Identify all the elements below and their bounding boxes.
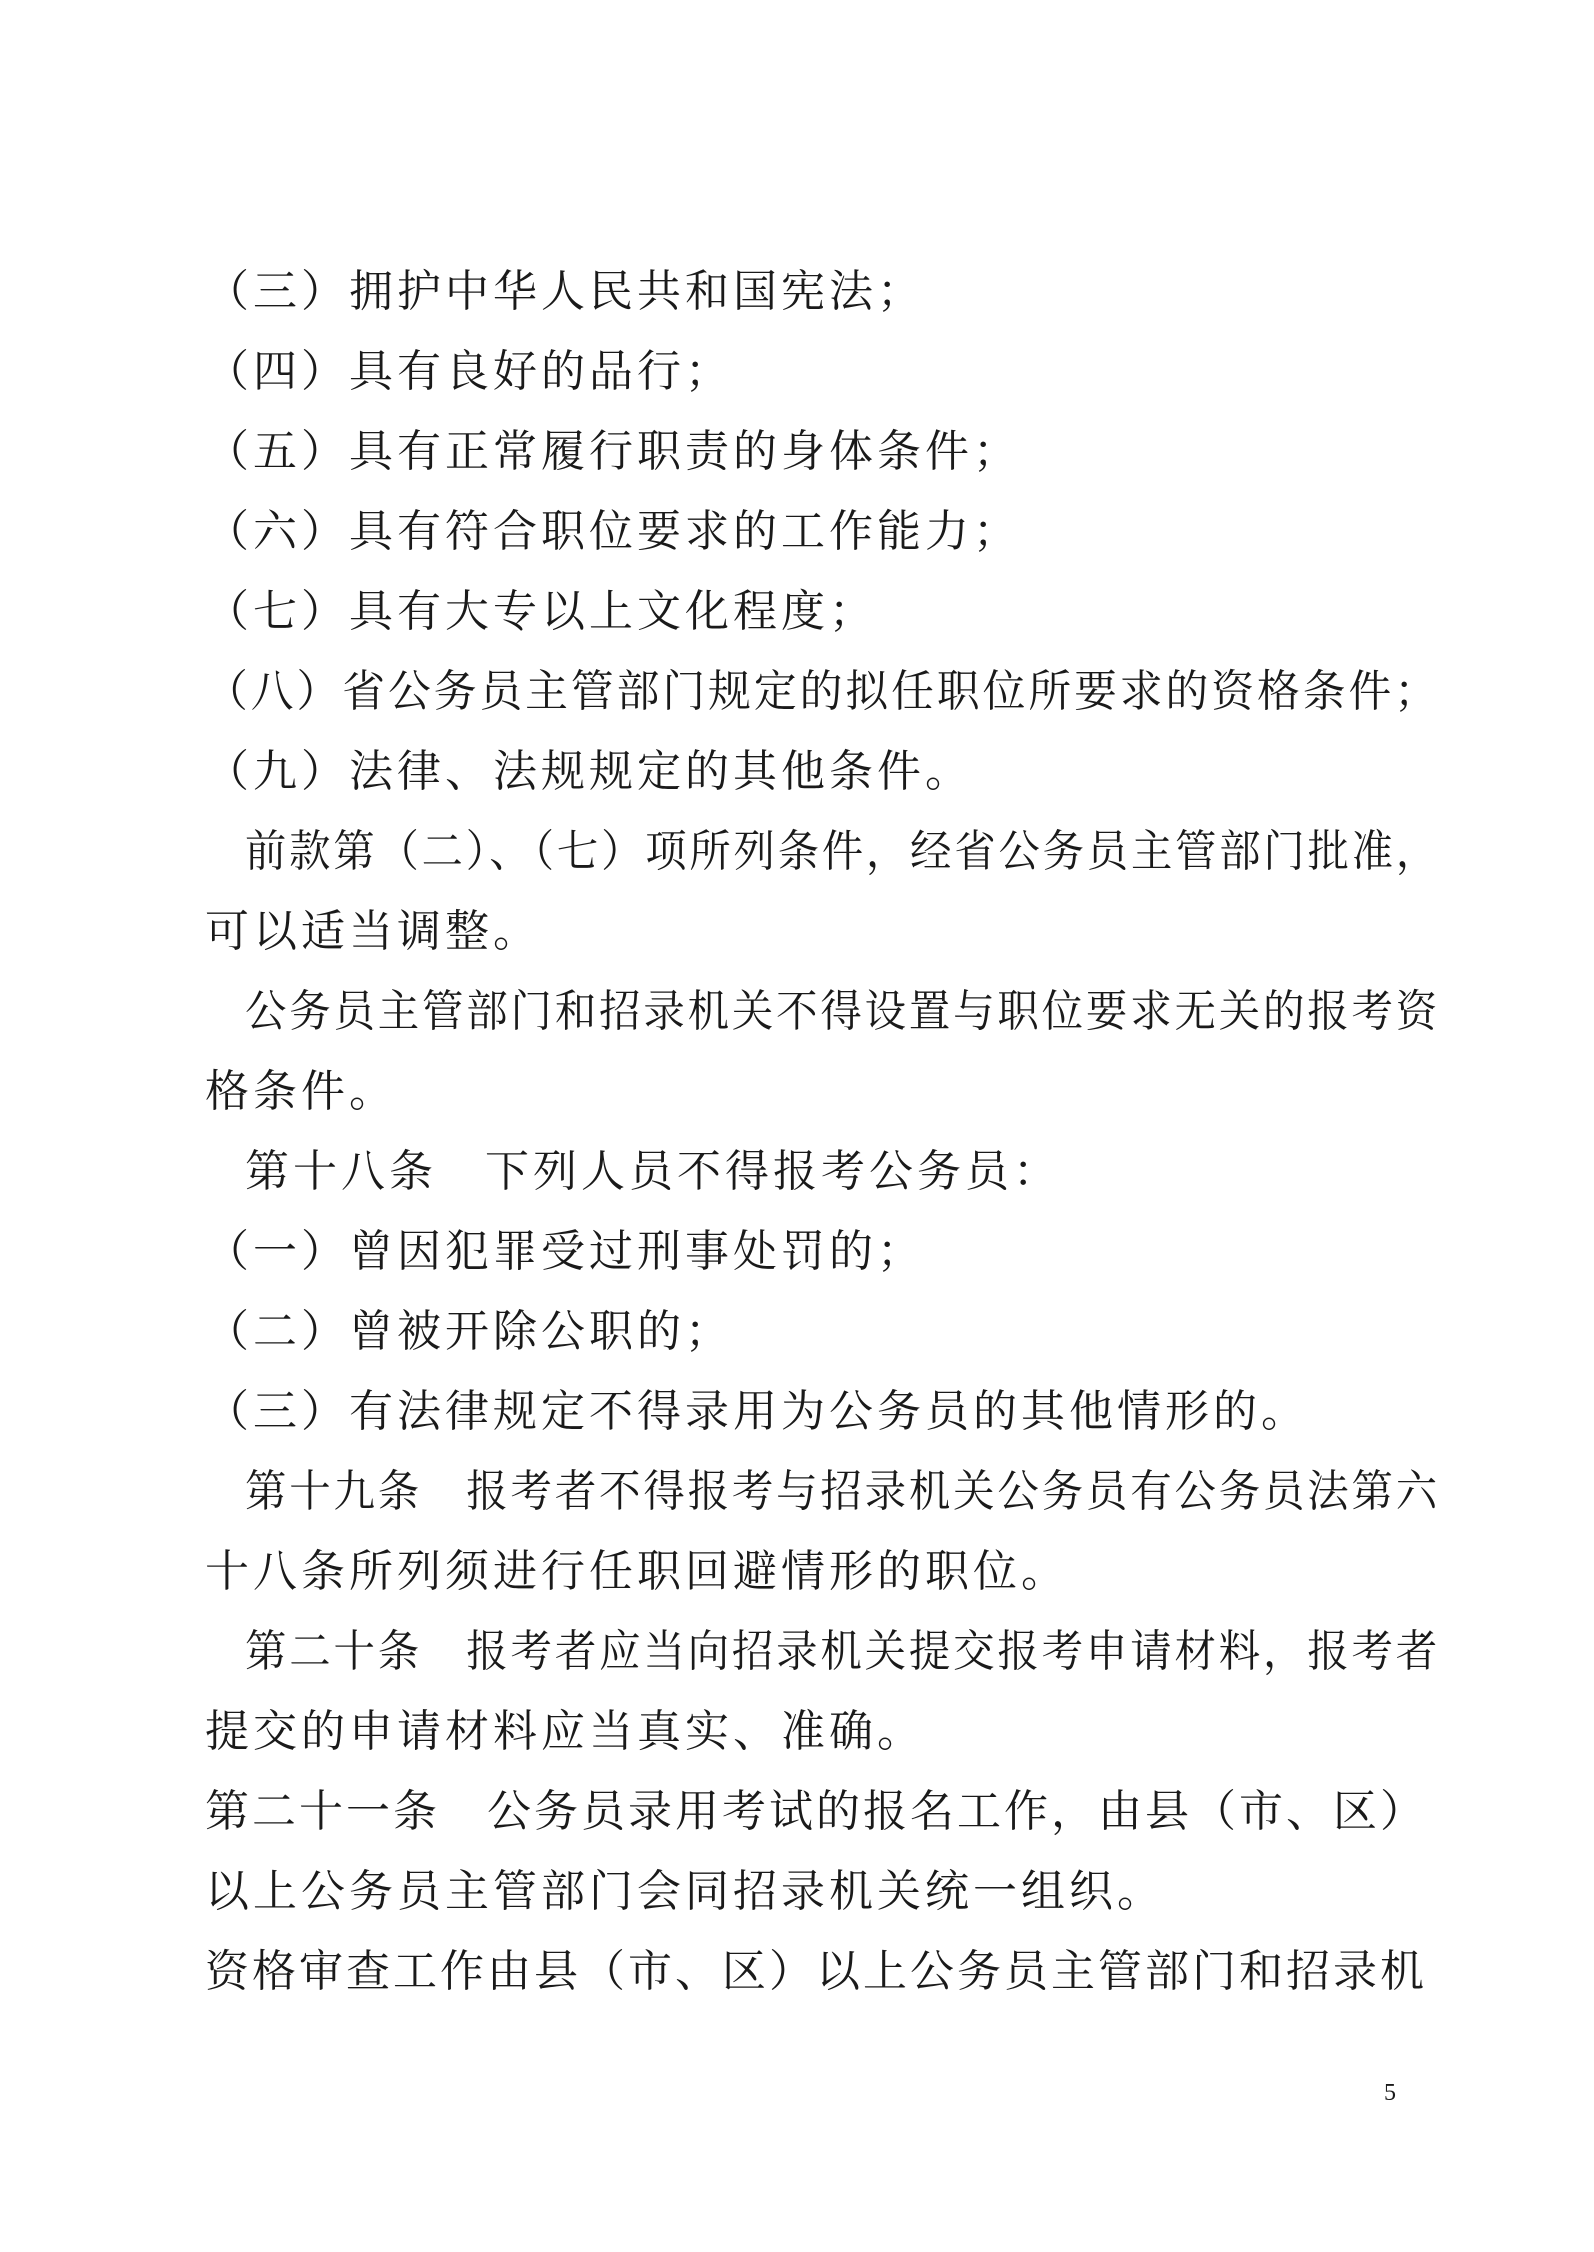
text-line: （三）拥护中华人民共和国宪法；: [205, 266, 925, 317]
article-heading: 第二十一条 公务员录用考试的报名工作，由县（市、区）: [205, 1786, 1427, 1837]
text-line: （四）具有良好的品行；: [205, 346, 733, 397]
paragraph-line: 十八条所列须进行任职回避情形的职位。: [205, 1546, 1069, 1597]
paragraph-line: 公务员主管部门和招录机关不得设置与职位要求无关的报考资: [245, 986, 1441, 1037]
text-line: （二）曾被开除公职的；: [205, 1306, 733, 1357]
paragraph-line: 可以适当调整。: [205, 906, 541, 957]
text-line: （一）曾因犯罪受过刑事处罚的；: [205, 1226, 925, 1277]
text-line: （六）具有符合职位要求的工作能力；: [205, 506, 1021, 557]
page-number: 5: [1384, 2080, 1396, 2106]
text-line: （三）有法律规定不得录用为公务员的其他情形的。: [205, 1386, 1309, 1437]
article-heading: 第十九条 报考者不得报考与招录机关公务员有公务员法第六: [245, 1466, 1441, 1517]
article-heading: 第十八条 下列人员不得报考公务员：: [245, 1146, 1061, 1197]
paragraph-line: 格条件。: [205, 1066, 397, 1117]
article-heading: 第二十条 报考者应当向招录机关提交报考申请材料，报考者: [245, 1626, 1441, 1677]
text-line: （八）省公务员主管部门规定的拟任职位所要求的资格条件；: [205, 666, 1440, 717]
paragraph-line: 以上公务员主管部门会同招录机关统一组织。: [205, 1866, 1165, 1917]
text-line: （五）具有正常履行职责的身体条件；: [205, 426, 1021, 477]
paragraph-line: 提交的申请材料应当真实、准确。: [205, 1706, 925, 1757]
paragraph-line: 资格审查工作由县（市、区）以上公务员主管部门和招录机: [205, 1946, 1427, 1997]
text-line: （七）具有大专以上文化程度；: [205, 586, 877, 637]
text-line: （九）法律、法规规定的其他条件。: [205, 746, 973, 797]
paragraph-line: 前款第（二）、（七）项所列条件，经省公务员主管部门批准，: [245, 826, 1441, 877]
